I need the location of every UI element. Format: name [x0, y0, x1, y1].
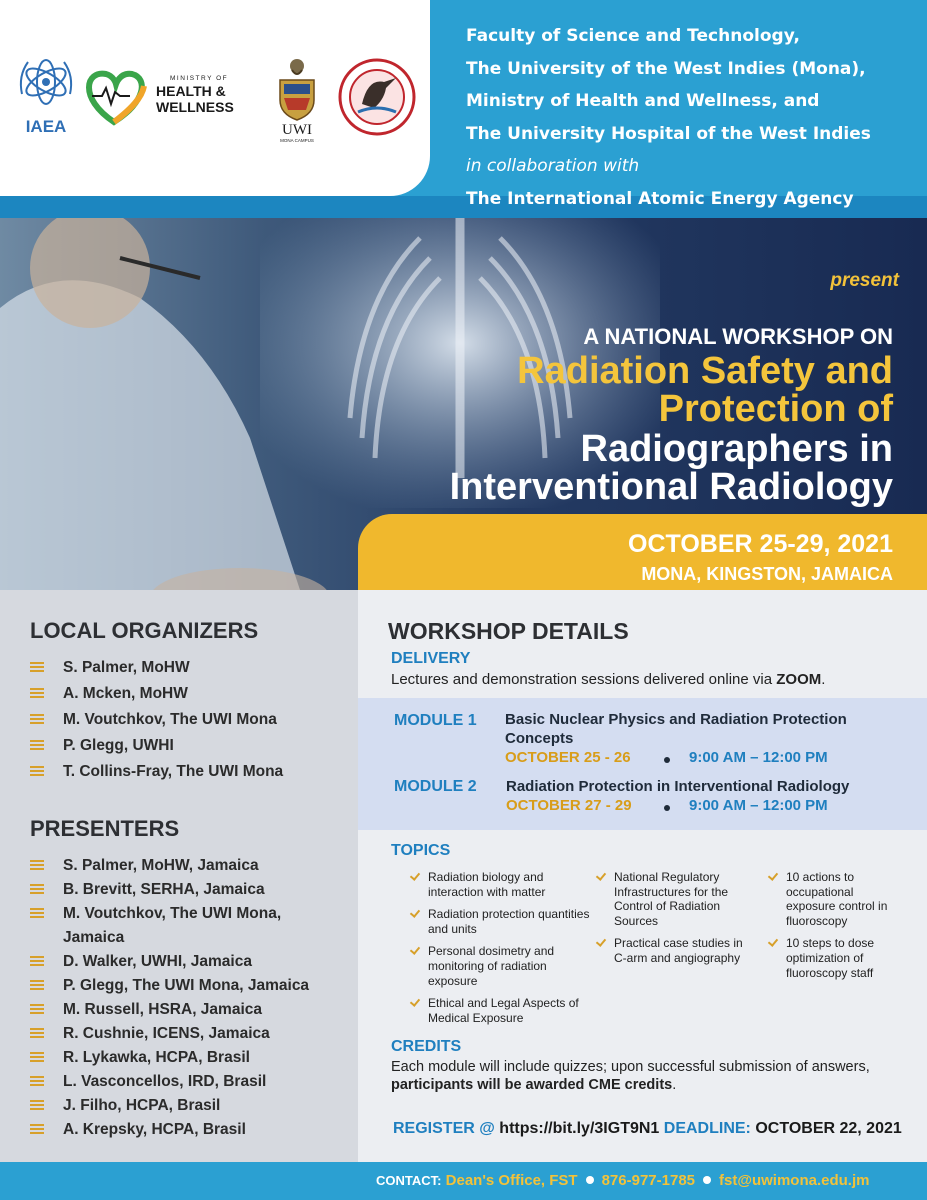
- bullet-dot-icon: [664, 757, 670, 763]
- list-item: [30, 854, 340, 878]
- workshop-details-title: WORKSHOP DETAILS: [388, 618, 629, 644]
- list-bullet-icon: [30, 1100, 44, 1110]
- topic-text: Ethical and Legal Aspects of Medical Exposure: [428, 996, 579, 1025]
- list-item: [30, 878, 340, 902]
- presenter-name: S. Palmer, MoHW, Jamaica: [63, 857, 259, 874]
- delivery-heading: DELIVERY: [391, 650, 471, 667]
- presenter-name: M. Russell, HSRA, Jamaica: [63, 1001, 262, 1018]
- contact-email[interactable]: fst@uwimona.edu.jm: [719, 1172, 870, 1189]
- check-icon: [410, 907, 420, 918]
- module-2-dates: OCTOBER 27 - 29: [506, 797, 632, 814]
- topics-heading: TOPICS: [391, 842, 451, 859]
- check-icon: [410, 996, 420, 1007]
- svg-text:WELLNESS: WELLNESS: [156, 99, 234, 115]
- list-item: [30, 950, 340, 974]
- list-item: [30, 1070, 340, 1094]
- topic-item: [598, 870, 758, 928]
- details-section: [0, 590, 927, 1162]
- list-bullet-icon: [30, 662, 44, 672]
- local-organizers-title: LOCAL ORGANIZERS: [30, 618, 259, 643]
- organizer-name: P. Glegg, UWHI: [63, 737, 174, 754]
- logo-panel: [0, 0, 430, 196]
- module-1-dates: OCTOBER 25 - 26: [505, 749, 631, 766]
- list-bullet-icon: [30, 980, 44, 990]
- organizer-name: T. Collins-Fray, The UWI Mona: [63, 763, 284, 780]
- check-icon: [768, 870, 778, 881]
- credits-heading: CREDITS: [391, 1038, 462, 1055]
- list-item: [30, 734, 283, 758]
- contact-office: Dean's Office, FST: [445, 1172, 578, 1189]
- check-icon: [410, 944, 420, 955]
- topic-text: 10 steps to dose optimization of fluoroscopy staff: [786, 936, 875, 980]
- list-bullet-icon: [30, 766, 44, 776]
- list-bullet-icon: [30, 1028, 44, 1038]
- topic-item: [412, 996, 592, 1025]
- credits-end: .: [672, 1077, 677, 1093]
- topic-text: Practical case studies in C-arm and angiography: [614, 936, 743, 965]
- list-bullet-icon: [30, 956, 44, 966]
- topics-column-3: [770, 870, 905, 988]
- list-bullet-icon: [30, 740, 44, 750]
- module-title-line: Basic Nuclear Physics and Radiation Protection: [505, 711, 847, 728]
- deadline-label: DEADLINE:: [663, 1120, 751, 1137]
- list-item: [30, 1022, 340, 1046]
- presenter-name: R. Lykawka, HCPA, Brasil: [63, 1049, 250, 1066]
- presenter-name: J. Filho, HCPA, Brasil: [63, 1097, 221, 1114]
- workshop-location: MONA, KINGSTON, JAMAICA: [641, 564, 893, 584]
- module-1-title: [505, 710, 915, 748]
- module-2-time: 9:00 AM – 12:00 PM: [689, 797, 828, 814]
- workshop-kicker: A NATIONAL WORKSHOP ON: [583, 324, 893, 349]
- presenter-name: A. Krepsky, HCPA, Brasil: [63, 1121, 246, 1138]
- credits-highlight: participants will be awarded CME credits: [391, 1077, 673, 1093]
- header-line-uhwi: The University Hospital of the West Indies: [466, 123, 871, 144]
- topic-text: Personal dosimetry and monitoring of radiation exposure: [428, 944, 555, 988]
- header-line-collaboration: in collaboration with: [466, 156, 640, 176]
- check-icon: [596, 870, 606, 881]
- list-bullet-icon: [30, 884, 44, 894]
- university-hospital-seal-icon: [338, 58, 416, 136]
- bullet-dot-icon: [586, 1176, 594, 1184]
- svg-text:UWI: UWI: [282, 122, 312, 138]
- presenter-name: D. Walker, UWHI, Jamaica: [63, 953, 252, 970]
- contact-line: [376, 1172, 869, 1189]
- workshop-title-line: Radiographers in: [580, 428, 893, 470]
- list-item: [30, 1094, 340, 1118]
- local-organizers-list: [30, 656, 283, 786]
- delivery-platform: ZOOM: [776, 671, 822, 688]
- register-label: REGISTER @: [393, 1120, 495, 1137]
- module-title-line: Concepts: [505, 730, 574, 747]
- module-2-title: Radiation Protection in Interventional Radiology: [506, 778, 850, 795]
- check-icon: [596, 936, 606, 947]
- list-bullet-icon: [30, 714, 44, 724]
- topic-item: [770, 870, 905, 928]
- contact-footer: [0, 1162, 927, 1200]
- list-item: [30, 760, 283, 784]
- workshop-title-line: Protection of: [658, 388, 893, 430]
- list-bullet-icon: [30, 1004, 44, 1014]
- workshop-title-line: Radiation Safety and: [517, 350, 893, 392]
- delivery-description: Lectures and demonstration sessions delivered online via: [391, 671, 777, 688]
- hero-banner: [0, 218, 927, 590]
- svg-text:MONA CAMPUS: MONA CAMPUS: [280, 138, 314, 143]
- organizer-name: S. Palmer, MoHW: [63, 659, 190, 676]
- presenters-title: PRESENTERS: [30, 816, 180, 841]
- iaea-logo-icon: [14, 52, 78, 136]
- presenter-name: L. Vasconcellos, IRD, Brasil: [63, 1073, 267, 1090]
- header-banner: [0, 0, 927, 218]
- registration-line: [393, 1120, 902, 1138]
- header-line-uwi: The University of the West Indies (Mona),: [466, 58, 866, 79]
- list-bullet-icon: [30, 688, 44, 698]
- list-item: [30, 998, 340, 1022]
- list-bullet-icon: [30, 1052, 44, 1062]
- header-line-iaea: The International Atomic Energy Agency: [466, 188, 854, 209]
- module-1-time: 9:00 AM – 12:00 PM: [689, 749, 828, 766]
- list-item: [30, 682, 283, 706]
- module-2-label: MODULE 2: [394, 778, 477, 795]
- topic-item: [770, 936, 905, 980]
- workshop-title-main: [333, 430, 893, 506]
- topic-text: National Regulatory Infrastructures for the Control of Radiation Sources: [614, 870, 729, 928]
- check-icon: [768, 936, 778, 947]
- list-bullet-icon: [30, 1124, 44, 1134]
- topic-item: [598, 936, 758, 965]
- presenter-name: M. Voutchkov, The UWI Mona, Jamaica: [63, 905, 282, 946]
- credits-description: Each module will include quizzes; upon successful submission of answers,: [391, 1059, 870, 1075]
- modules-band: [358, 698, 927, 830]
- list-item: [30, 708, 283, 732]
- topic-text: Radiation biology and interaction with matter: [428, 870, 546, 899]
- list-item: [30, 974, 340, 998]
- topic-item: [412, 870, 592, 899]
- bullet-dot-icon: [703, 1176, 711, 1184]
- workshop-date: OCTOBER 25-29, 2021: [628, 530, 893, 558]
- ministry-health-logo-icon: [84, 66, 244, 126]
- delivery-text: [391, 671, 911, 688]
- svg-text:HEALTH &: HEALTH &: [156, 83, 226, 99]
- topic-item: [412, 944, 592, 988]
- contact-phone[interactable]: 876-977-1785: [601, 1172, 696, 1189]
- presenter-name: B. Brevitt, SERHA, Jamaica: [63, 881, 265, 898]
- list-bullet-icon: [30, 1076, 44, 1086]
- topic-item: [412, 907, 592, 936]
- contact-label: CONTACT:: [376, 1173, 442, 1188]
- presenters-list: [30, 854, 340, 1142]
- topics-column-1: [412, 870, 592, 1033]
- header-line-fst: Faculty of Science and Technology,: [466, 26, 800, 46]
- list-bullet-icon: [30, 908, 44, 918]
- topic-text: 10 actions to occupational exposure control in fluoroscopy: [786, 870, 888, 928]
- delivery-end: .: [821, 671, 826, 688]
- list-bullet-icon: [30, 860, 44, 870]
- organizer-name: A. Mcken, MoHW: [63, 685, 188, 702]
- svg-text:MINISTRY OF: MINISTRY OF: [170, 75, 229, 82]
- list-item: [30, 1118, 340, 1142]
- deadline-date: OCTOBER 22, 2021: [755, 1120, 902, 1137]
- module-1-label: MODULE 1: [394, 712, 477, 729]
- organizers-statement: [466, 20, 916, 215]
- svg-text:IAEA: IAEA: [25, 117, 67, 136]
- topic-text: Radiation protection quantities and units: [428, 907, 590, 936]
- bullet-dot-icon: [664, 805, 670, 811]
- credits-text: [391, 1058, 891, 1094]
- list-item: [30, 656, 283, 680]
- list-item: [30, 902, 340, 950]
- workshop-title-highlight: [333, 352, 893, 428]
- header-line-mohw: Ministry of Health and Wellness, and: [466, 91, 820, 111]
- people-panel: [0, 590, 358, 1162]
- topics-column-2: [598, 870, 758, 974]
- list-item: [30, 1046, 340, 1070]
- uwi-crest-icon: [270, 52, 324, 144]
- presenter-name: P. Glegg, The UWI Mona, Jamaica: [63, 977, 310, 994]
- workshop-title-line: Interventional Radiology: [449, 466, 893, 508]
- organizer-name: M. Voutchkov, The UWI Mona: [63, 711, 277, 728]
- register-link[interactable]: https://bit.ly/3IGT9N1: [499, 1120, 660, 1137]
- presenter-name: R. Cushnie, ICENS, Jamaica: [63, 1025, 270, 1042]
- check-icon: [410, 870, 420, 881]
- present-label: present: [830, 270, 899, 291]
